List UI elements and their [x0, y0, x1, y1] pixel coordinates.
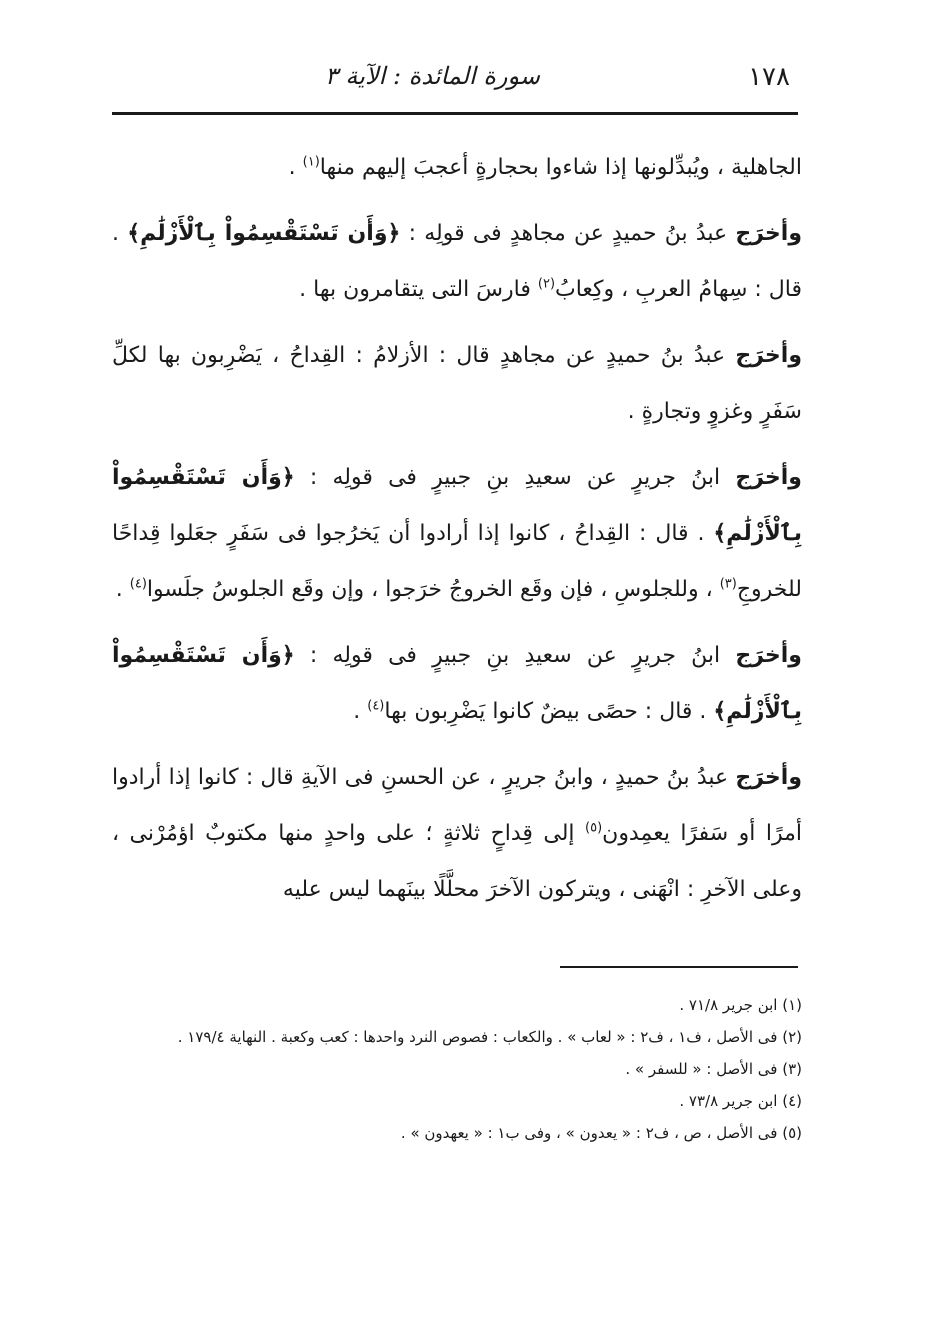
footnote-ref: (٣) — [719, 576, 737, 592]
paragraph-end: . — [288, 155, 303, 180]
paragraph-text: ، وللجلوسِ ، فإن وقَع الخروجُ خرَجوا ، وإن وقَع الجلوسُ جلَسوا — [146, 577, 720, 602]
lead-word: وأخرَج — [735, 465, 802, 490]
paragraph-4 — [112, 450, 802, 618]
paragraph-text: . قال : القِداحُ ، كانوا إذا أرادوا أن يَخرُجوا فى سَفَرٍ جعَلوا قِداحًا للخروجِ — [112, 521, 802, 602]
paragraph-text: ابنُ جريرٍ عن سعيدِ بنِ جبيرٍ فى قولِه : — [294, 465, 736, 490]
paragraph-2 — [112, 206, 802, 318]
footnote-ref: (٥) — [585, 820, 603, 836]
running-title: سورة المائدة : الآية ٣ — [324, 62, 540, 90]
paragraph-text: عبدُ بنُ حميدٍ ، وابنُ جريرٍ ، عن الحسنِ فى الآيةِ قال : كانوا إذا أرادوا أمرًا أو سَفرًا يعمِدون — [112, 765, 803, 846]
paragraph-text: إلى قِداحٍ ثلاثةٍ ؛ على واحدٍ منها مكتوبٌ اؤمُرْنى ، وعلى الآخرِ : انْهَنى ، ويتركون الآخرَ محلَّلًا بينَهما ليس عليه — [112, 821, 802, 902]
paragraph-end: . — [115, 577, 130, 602]
footnote-rule — [560, 966, 798, 968]
page-header — [112, 58, 802, 98]
footnotes — [112, 990, 802, 1150]
paragraph-5 — [112, 628, 802, 740]
lead-word: وأخرَج — [735, 765, 802, 790]
footnote-4: (٤) ابن جرير ٧٣/٨ . — [679, 1092, 802, 1110]
footnote-ref: (٤) — [367, 698, 385, 714]
lead-word: وأخرَج — [735, 221, 802, 246]
lead-word: وأخرَج — [735, 643, 802, 668]
paragraph-text: . قال : سِهامُ العربِ ، وكِعابُ — [112, 221, 802, 302]
paragraph-6 — [112, 750, 802, 918]
page-number: ١٧٨ — [748, 62, 790, 92]
paragraph-1 — [112, 140, 802, 196]
footnote-5: (٥) فى الأصل ، ص ، ف٢ : « يعدون » ، وفى ب١ : « يعهدون » . — [400, 1124, 802, 1142]
footnote-1: (١) ابن جرير ٧١/٨ . — [679, 996, 802, 1014]
footnote-ref: (١) — [302, 154, 320, 170]
paragraph-end: . — [353, 699, 368, 724]
quran-quote: ﴿وَأَن تَسْتَقْسِمُواْ بِٱلْأَزْلَٰمِ﴾ — [112, 465, 802, 546]
footnote-ref: (٢) — [537, 276, 556, 292]
footnote-2: (٢) فى الأصل ، ف١ ، ف٢ : « لعاب » . والكعاب : فصوص النرد واحدها : كعب وكعبة . النهاية ١٧٩/٤ . — [177, 1028, 802, 1046]
lead-word: وأخرَج — [735, 343, 802, 368]
quran-quote: ﴿وَأَن تَسْتَقْسِمُواْ بِٱلْأَزْلَٰمِ﴾ — [112, 643, 802, 724]
paragraph-text: . قال : حصًى بيضٌ كانوا يَضْرِبون بها — [384, 699, 714, 724]
header-rule — [112, 112, 798, 115]
paragraph-text: الجاهلية ، ويُبدِّلونها إذا شاءوا بحجارةٍ أعجبَ إليهم منها — [319, 155, 802, 180]
paragraph-text: ابنُ جريرٍ عن سعيدِ بنِ جبيرٍ فى قولِه : — [294, 643, 736, 668]
paragraph-text: عبدُ بنُ حميدٍ عن مجاهدٍ فى قولِه : — [400, 221, 736, 246]
paragraph-3 — [112, 328, 802, 440]
footnote-3: (٣) فى الأصل : « للسفر » . — [625, 1060, 802, 1078]
paragraph-text: فارسَ التى يتقامرون بها . — [299, 277, 538, 302]
footnote-ref: (٤) — [129, 576, 147, 592]
main-text — [112, 140, 802, 928]
paragraph-text: عبدُ بنُ حميدٍ عن مجاهدٍ قال : الأزلامُ : القِداحُ ، يَضْرِبون بها لكلِّ سَفَرٍ وغزوٍ وتجارةٍ . — [112, 343, 802, 424]
quran-quote: ﴿وَأَن تَسْتَقْسِمُواْ بِٱلْأَزْلَٰمِ﴾ — [127, 221, 401, 246]
